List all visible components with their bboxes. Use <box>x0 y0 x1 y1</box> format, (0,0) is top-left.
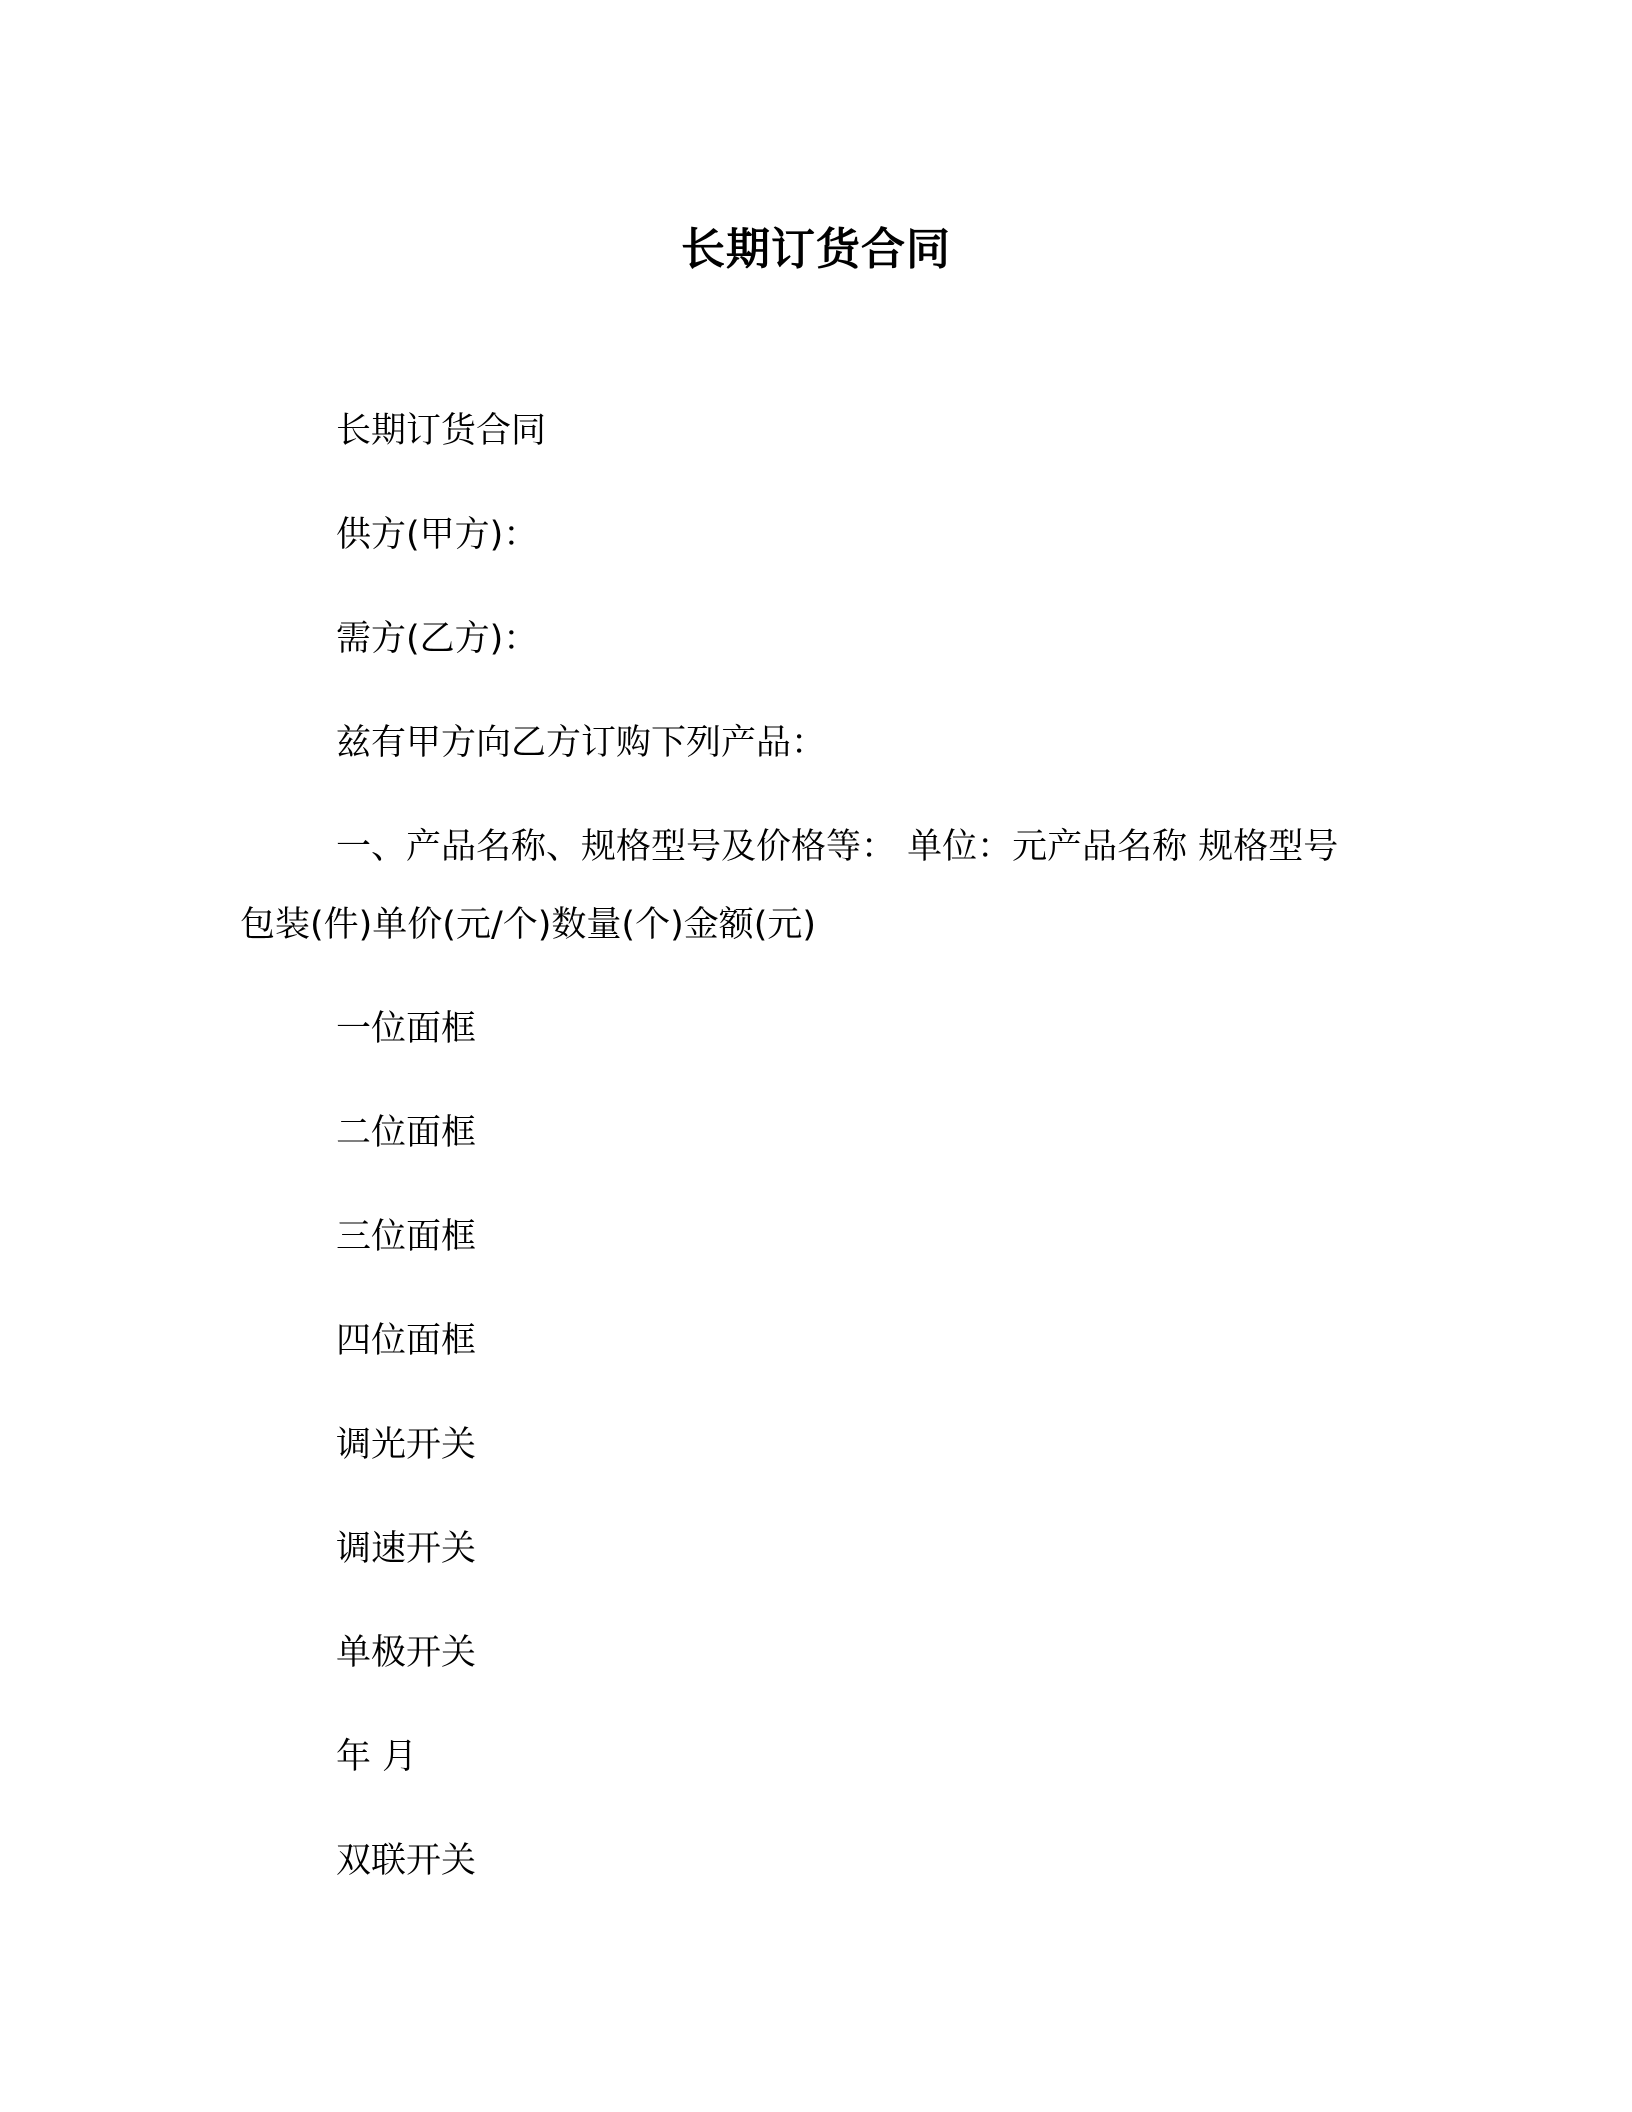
paragraph-item: 单极开关 <box>336 1633 477 1673</box>
paragraph-item: 二位面框 <box>336 1113 477 1153</box>
paragraph-item: 三位面框 <box>336 1217 477 1257</box>
paragraph-product-spec: 一、产品名称、规格型号及价格等： 单位：元产品名称 规格型号包装(件)单价(元/个)数量(个)金额(元) <box>240 827 1339 945</box>
paragraph-item: 调速开关 <box>336 1529 477 1569</box>
paragraph-item: 四位面框 <box>336 1321 477 1361</box>
paragraph-supplier: 供方(甲方)： <box>336 515 539 555</box>
paragraph-intro: 兹有甲方向乙方订购下列产品： <box>336 723 827 763</box>
paragraph-item: 双联开关 <box>336 1841 477 1881</box>
paragraph-date: 年 月 <box>336 1737 418 1777</box>
paragraph-buyer: 需方(乙方)： <box>336 619 539 659</box>
document-title: 长期订货合同 <box>681 224 951 275</box>
paragraph-item: 一位面框 <box>336 1009 477 1049</box>
paragraph-heading: 长期订货合同 <box>336 411 547 451</box>
paragraph-item: 调光开关 <box>336 1425 477 1465</box>
document-body <box>240 392 1360 1926</box>
